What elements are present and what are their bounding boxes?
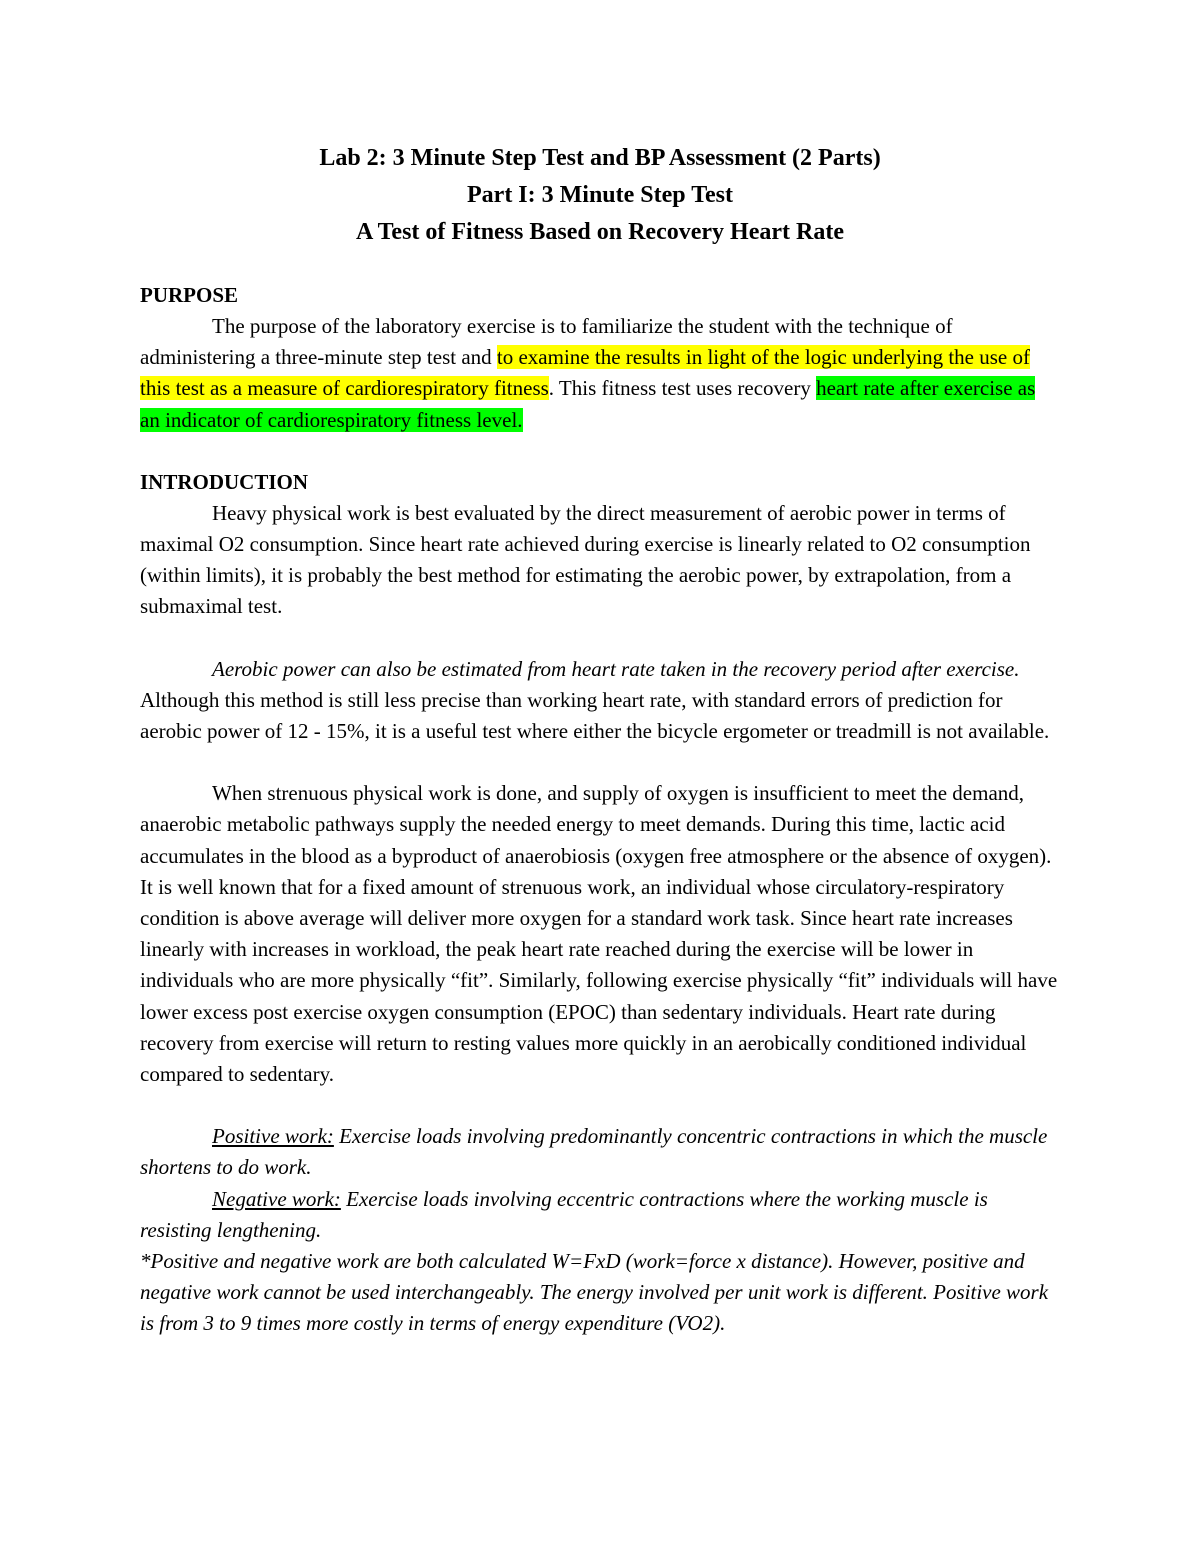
purpose-text-1: The purpose of the laboratory exercise is to familiarize the student with the technique of administering a three-minute step test and xyxy=(140,314,953,370)
intro-paragraph-3: When strenuous physical work is done, and supply of oxygen is insufficient to meet the demand, anaerobic metabolic pathways supply the needed energy to meet demands. During this time, lactic acid accumulates in the blood as a byproduct of anaerobiosis (oxygen free atmosphere or the absence of oxygen). It is well known that for a fixed amount of strenuous work, an individual whose circulatory-respiratory condition is above average will deliver more oxygen for a standard work task. Since heart rate increases linearly with increases in workload, the peak heart rate reached during the exercise will be lower in individuals who are more physically “fit”. Similarly, following exercise physically “fit” individuals will have lower excess post exercise oxygen consumption (EPOC) than sedentary individuals. Heart rate during recovery from exercise will return to resting values more quickly in an aerobically conditioned individual compared to sedentary. xyxy=(140,781,1058,1087)
purpose-yellow-highlight: to examine the results in light of the logic underlying the use of this test as a measure of cardiorespiratory fitness xyxy=(140,345,1030,401)
purpose-text-2: . This fitness test uses recovery xyxy=(548,376,817,401)
title-line-2: Part I: 3 Minute Step Test xyxy=(467,182,733,208)
purpose-green-highlight: heart rate after exercise as an indicator of cardiorespiratory fitness level. xyxy=(140,376,1036,432)
purpose-paragraph xyxy=(140,311,1060,436)
intro-paragraph-2 xyxy=(140,654,1060,748)
title-line-3: A Test of Fitness Based on Recovery Heart Rate xyxy=(356,219,844,245)
title-block xyxy=(0,140,1200,251)
positive-work-definition xyxy=(140,1121,1060,1183)
work-note: *Positive and negative work are both calculated W=FxD (work=force x distance). However, positive and negative work cannot be used interchangeably. The energy involved per unit work is different. Positive work is from 3 to 9 times more costly in terms of energy expenditure (VO2). xyxy=(140,1249,1049,1336)
title-line-1: Lab 2: 3 Minute Step Test and BP Assessment (2 Parts) xyxy=(319,145,881,171)
intro-paragraph-2-italic: Aerobic power can also be estimated from heart rate taken in the recovery period after exercise. xyxy=(212,656,1020,681)
negative-work-text: Exercise loads involving eccentric contractions where the working muscle is resisting lengthening. xyxy=(140,1186,988,1242)
positive-work-text: Exercise loads involving predominantly concentric contractions in which the muscle shortens to do work. xyxy=(140,1124,1048,1180)
document-body xyxy=(140,280,1060,1340)
intro-paragraph-1: Heavy physical work is best evaluated by the direct measurement of aerobic power in terms of maximal O2 consumption. Since heart rate achieved during exercise is linearly related to O2 consumption (within limits), it is probably the best method for estimating the aerobic power, by extrapolation, from a submaximal test. xyxy=(140,500,1031,619)
negative-work-term: Negative work: xyxy=(212,1186,341,1211)
intro-paragraph-2-rest: Although this method is still less precise than working heart rate, with standard errors of prediction for aerobic power of 12 - 15%, it is a useful test where either the bicycle ergometer or treadmill is not available. xyxy=(140,687,1050,744)
negative-work-definition xyxy=(140,1184,1060,1246)
positive-work-term: Positive work: xyxy=(212,1124,334,1149)
introduction-heading: INTRODUCTION xyxy=(140,469,309,494)
purpose-heading: PURPOSE xyxy=(140,283,239,307)
